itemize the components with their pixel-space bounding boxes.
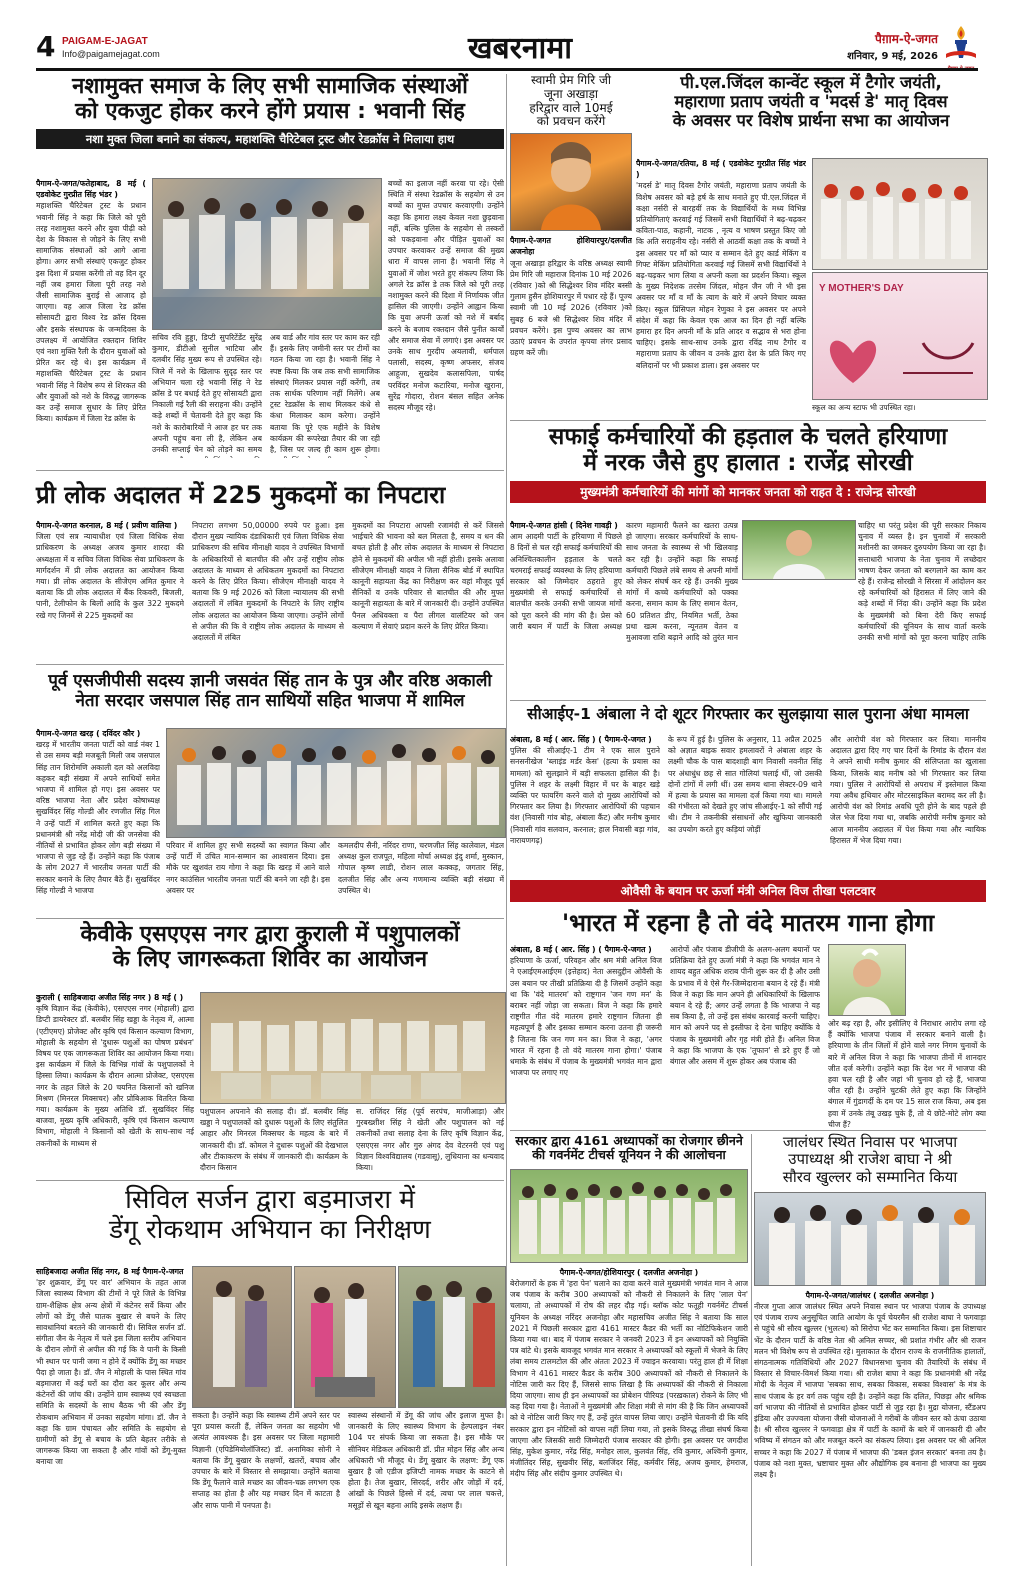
headline-line-2: नेता सरदार जसपाल सिंह तान साथियों सहित भाजपा में शामिल bbox=[75, 690, 465, 711]
headline-line-1: जालंधर स्थित निवास पर भाजपा bbox=[782, 1133, 958, 1151]
divider-vertical-main bbox=[506, 74, 507, 1566]
body-col-1: जिला एवं सत्र न्यायाधीश एवं जिला विधिक सेवा प्राधिकरण के अध्यक्ष अजय कुमार शारदा की अध्यक्षता में व सचिव जिला विधिक सेवा प्राधिकरण के मार्गदर्शन में प्री लोक अदालत का आयोजन किया गया। प्री लोक अदालत के सीजेएम अमित कुमार ने बताया कि प्री लोक अदालत में बैंक रिकवरी, बिजली, पानी, टेलीफोन के बिलों आदि के कुल 322 मुकदमे रखे गए जिनमें से 225 मुकदमों का bbox=[36, 532, 184, 620]
photo-kvk-camp bbox=[200, 992, 506, 1104]
body-col-2: आरोपों और पंजाब डीजीपी के अलग-अलग बयानों पर प्रतिक्रिया देते हुए ऊर्जा मंत्री ने कहा कि भगवंत मान ने शायद बहुत अधिक शराब पीनी शुरू कर दी है और उसी के प्रभाव में वे ऐसे गैर-जिम्मेदाराना बयान दे रहे हैं। मंत्री विज ने कहा कि मान अपने ही अधिकारियों के खिलाफ बयान दे रहे हैं; अगर उन्हें लगता है कि भाजपा ने यह सब किया है, तो उन्हें इस संबंध कारवाई करनी चाहिए। मान को अपने पद से इस्तीफा दे देना चाहिए क्योंकि वे पंजाब के मुख्यमंत्री और गृह मंत्री होते हैं। अनिल विज ने कहा कि भाजपा के एक 'तूफान' से डरे हुए हैं जो बंगाल और असम में शुरू होकर अब पंजाब की bbox=[670, 945, 820, 1067]
promo-line-4: को प्रवचन करेंगे bbox=[536, 114, 606, 129]
article-cia-ambala bbox=[510, 706, 986, 876]
photo-mothers-day-card bbox=[812, 272, 988, 400]
article-lok-adalat bbox=[36, 482, 504, 652]
dateline: पैगाम-ऐ-जगत होशियारपुर/दलजीत अजनोहा bbox=[510, 236, 632, 257]
article-swami-prem-giri bbox=[510, 74, 632, 464]
dateline: पैगाम-ऐ-जगत हांसी ( दिनेश गावड़ी ) bbox=[510, 521, 618, 530]
body: बेरोजगारों के हक में 'हरा पेन' चलाने का दावा करने वाले मुख्यमंत्री भगवंत मान ने आज जब पंजाब के करीब 300 अध्यापकों को नौकरी से निकालने के लिए 'लाल पेन' चलाया, तो अध्यापकों में रोष की लहर दौड़ गई। ब्लॉक कोट फतूही गवर्नमेंट टीचर्स यूनियन के अध्यक्ष नरिंदर अजनोहा और महासचिव अजीत सिंह ने बताया कि साल 2021 में पिछली सरकार द्वारा 4161 मास्टर कैडर की भर्ती का नोटिफिकेशन जारी किया गया था। बाद में पंजाब सरकार ने जनवरी 2023 में इन अध्यापकों को नियुक्ति पत्र बांटे थे। इसके बावजूद भगवंत मान सरकार ने अध्यापकों को स्कूलों में भेजने के लिए लंबा समय टालमटोल की और अंततः 2023 में ज्वाइन करवाया। परंतु हाल ही में शिक्षा विभाग ने 4161 मास्टर कैडर के करीब 300 अध्यापकों को नौकरी से निकालने के नोटिस जारी कर दिए हैं, जिससे साफ लिखा है कि अध्यापकों की नौकरी से निकाला दिया जाएगा। साथ ही इन अध्यापकों का प्रोबेशन पीरियड (परख़काल) रोकने के लिए भी कह दिया गया है। नेताओं ने मुख्यमंत्री और शिक्षा मंत्री से मांग की है कि जिन अध्यापकों को ये नोटिस जारी किए गए हैं, उन्हें तुरंत वापस लिया जाए। उन्होंने चेतावनी दी कि यदि सरकार द्वारा इन नोटिसों को वापस नहीं लिया गया, तो इसके विरुद्ध तीखा संघर्ष किया जाएगा और जिसकी सारी जिम्मेदारी पंजाब सरकार की होगी। इस अवसर पर जगदीश सिंह, मुकेश कुमार, नरेंद्र सिंह, मनोहर लाल, कुलवंत सिंह, रवि कुमार, अश्विनी कुमार, मंजीतिंदर सिंह, सुखवीर सिंह, बलजिंदर सिंह, कर्मवीर सिंह, अजय कुमार, हेमराज, मंदीप सिंह और संदीप कुमार उपस्थित थे। bbox=[510, 1278, 748, 1479]
article-anil-vij bbox=[510, 880, 986, 1130]
body-col-3: मुकदमों का निपटारा आपसी रजामंदी से करें जिससे भाईचारे की भावना को बल मिलता है, समय व धन की बचत होती है और लोक अदालत के माध्यम से निपटारा होने से मुकदमों की अपील भी नहीं होती। इसके अलावा सीजेएम मीनाक्षी यादव ने जिला सैनिक बोर्ड में स्थापित कानूनी सहायता केंद्र का निरीक्षण कर वहां मौजूद पूर्व सैनिकों व उनके परिवार से बातचीत की और मुफ्त कानूनी सहायता के बारे में जानकारी दी। उन्होंने उपस्थित पैनल अधिवक्ता व पैरा लीगल वालंटियर को जन कल्याण में सेवाएं प्रदान करने के लिए प्रेरित किया। bbox=[352, 521, 504, 631]
section-title: खबरनामा bbox=[467, 31, 573, 66]
headline-line-3: के अवसर पर विशेष प्रार्थना सभा का आयोजन bbox=[672, 110, 950, 130]
photo-bjp-joining bbox=[166, 728, 506, 838]
body-col-2: सचिव रवि हुड्डा, डिप्टी सुपरिटेंडेंट सुरेंद्र कुमार, डीटीओ सुनील भाटिया और दलबीर सिंह मुख्य रूप से उपस्थित रहे। जिले में नशे के खिलाफ सुदृढ़ स्तर पर अभियान चला रहे भवानी सिंह ने रेड क्रॉस डे पर बधाई देते हुए सोसायटी द्वारा निकाली गई रैली की सराहना की। उन्होंने कड़े शब्दों में चेतावनी देते हुए कहा कि नशे के कारोबारियों ने आज हर घर तक अपनी पहुंच बना ली है, लेकिन अब उनकी सप्लाई चेन को तोड़ने का समय bbox=[152, 333, 262, 455]
body-col-1: कृषि विज्ञान केंद्र (केवीके), एसएएस नगर (मोहाली) द्वारा डिप्टी डायरेक्टर डॉ. बलबीर सिंह खड्डा के नेतृत्व में, आत्मा (एटीएमए) प्रोजेक्ट और कृषि एवं किसान कल्याण विभाग, मोहाली के सहयोग से 'दुधारू पशुओं का पोषण प्रबंधन' विषय पर एक जागरूकता शिविर का आयोजन किया गया। इस कार्यक्रम में जिले के विभिन्न गांवों के पशुपालकों ने हिस्सा लिया। कार्यक्रम के दौरान आत्मा प्रोजेक्ट, एसएएस नगर के तहत जिले के 20 चयनित किसानों को खनिज मिश्रण (मिनरल मिक्सचर) और प्रोबिआक वितरित किया गया। कार्यक्रम के मुख्य अतिथि डॉ. सुखविंदर सिंह बाजवा, मुख्य कृषि अधिकारी, कृषि एवं किसान कल्याण विभाग, मोहाली ने किसानों को खेती के साथ-साथ नई तकनीकों के माध्यम से bbox=[36, 1004, 194, 1148]
body-col-2: सकता है। उन्होंने कहा कि स्वास्थ्य टीमें अपने स्तर पर पूरा प्रयास करती हैं, लेकिन जनता का सहयोग भी अत्यंत आवश्यक है। इस अवसर पर जिला महामारी विज्ञानी (एपिडेमियोलॉजिस्ट) डॉ. अनामिका सोनी ने बताया कि डेंगू बुखार के लक्षणों, खतरों, बचाव और उपचार के बारे में विस्तार से समझाया। उन्होंने बताया कि डेंगू फैलाने वाले मच्छर का जीवन-चक्र लगभग एक सप्ताह का होता है और यह मच्छर दिन में काटता है और साफ पानी में पनपता है। bbox=[192, 1411, 340, 1510]
subheadline: नशा मुक्त जिला बनाने का संकल्प, महाशक्ति चैरिटेबल ट्रस्ट और रेडक्रॉस ने मिलाया हाथ bbox=[36, 129, 504, 149]
body-col-2: पशुपालन अपनाने की सलाह दी। डॉ. बलबीर सिंह खड्डा ने पशुपालकों को दुधारू पशुओं के लिए संतुलित आहार और मिनरल मिक्सचर के महत्व के बारे में जानकारी दी। डॉ. कोमल ने दुधारू पशुओं की देखभाल और टीकाकरण के संबंध में जानकारी दी। कार्यक्रम के दौरान किसान bbox=[200, 1107, 348, 1173]
body-col-3: और आरोपी वंश को गिरफ्तार कर लिया। माननीय अदालत द्वारा दिए गए चार दिनों के रिमांड के दौरान वंश ने अपने साथी मनीष कुमार की संलिप्तता का खुलासा किया, जिसके बाद मनीष को भी गिरफ्तार कर लिया गया। पुलिस ने आरोपियों से अपराध में इस्तेमाल किया गया अवैध हथियार और मोटरसाइकिल बरामद कर ली है। आरोपी वंश को रिमांड अवधि पूरी होने के बाद पहले ही जेल भेज दिया गया था, जबकि आरोपी मनीष कुमार को आज माननीय अदालत में पेश किया गया और न्यायिक हिरासत में भेज दिया गया। bbox=[830, 735, 986, 845]
divider-3 bbox=[36, 918, 504, 919]
headline-line-3: सौरव खुल्लर को सम्मानित किया bbox=[782, 1167, 958, 1186]
headline-line-1: पूर्व एसजीपीसी सदस्य ज्ञानी जसवंत सिंह तान के पुत्र और वरिष्ठ अकाली bbox=[48, 671, 492, 691]
subheadline: ओवैसी के बयान पर ऊर्जा मंत्री अनिल विज तीखा पलटवार bbox=[510, 880, 986, 902]
photo-dengue-1 bbox=[192, 1266, 292, 1408]
body-col-1: महाशक्ति चैरिटेबल ट्रस्ट के प्रधान भवानी सिंह ने कहा कि जिले को पूरी तरह नशामुक्त करने और युवा पीढ़ी को देश के विकास से जोड़ने के लिए सभी सामाजिक संस्थाओं को आगे आना होगा। अगर सभी संस्थाएं एकजुट होकर इस दिशा में प्रयास करेंगी तो वह दिन दूर नहीं जब हमारा जिला पूरी तरह नशे जैसी सामाजिक बुराई से आजाद हो जाएगा। वह आज जिला रेड क्रॉस सोसायटी द्वारा विश्व रेड क्रॉस दिवस और इसके संस्थापक के जन्मदिवस के उपलक्ष्य में आयोजित रक्तदान शिविर एवं नशा मुक्ति रैली के दौरान युवाओं को प्रेरित कर रहे थे। इस कार्यक्रम में महाशक्ति चैरिटेबल ट्रस्ट के प्रधान भवानी सिंह ने विशेष रूप से शिरकत की और युवाओं को नशे के विरुद्ध जागरूक कर उन्हें समाज सुधार के लिए प्रेरित किया। कार्यक्रम में जिला रेड क्रॉस के bbox=[36, 201, 146, 424]
headline-line-2: में नरक जैसे हुए हालात : राजेंद्र सोरखी bbox=[583, 450, 913, 477]
torch-icon bbox=[944, 24, 978, 66]
paper-name: PAIGAM-E-JAGAT bbox=[62, 36, 148, 47]
headline-line-1: सिविल सर्जन द्वारा बड़माजरा में bbox=[125, 1185, 415, 1215]
headline-line-1: पी.एल.जिंदल कान्वेंट स्कूल में टैगोर जयंती, bbox=[680, 73, 942, 92]
body-col-2: परिवार में शामिल हुए सभी सदस्यों का स्वागत किया और उन्हें पार्टी में उचित मान-सम्मान का आश्वासन दिया। इस मौके पर खुशवंत राय गोगा ने कहा कि खरड़ में आने वाले नगर काउंसिल भारतीय जनता पार्टी की बनने जा रही है। इस अवसर पर bbox=[166, 841, 330, 895]
article-teachers-union bbox=[510, 1134, 748, 1566]
promo-line-3: हरिद्वार वाले 10मई bbox=[529, 100, 613, 115]
article-kvk-kurali bbox=[36, 922, 504, 1174]
body-col-3: स. राजिंदर सिंह (पूर्व सरपंच, माजीआड़ा) और गुरबख्शीश सिंह ने खेती और पशुपालन को नई तकनीकों तथा सलाह देना के लिए कृषि विज्ञान केंद्र, एसएएस नगर और गुरु अंगद देव वेटरनरी एवं पशु विज्ञान विश्वविद्यालय (गडवासू), लुधियाना का धन्यवाद किया। bbox=[356, 1107, 504, 1173]
headline-line-2: उपाध्यक्ष श्री राजेश बाघा ने श्री bbox=[788, 1150, 952, 1169]
photo-dengue-3 bbox=[398, 1266, 506, 1408]
headline-line-2: को एकजुट होकर करने होंगे प्रयास : भवानी सिंह bbox=[75, 99, 465, 125]
headline-line-1: नशामुक्त समाज के लिए सभी सामाजिक संस्थाओं bbox=[72, 74, 468, 99]
headline: प्री लोक अदालत में 225 मुकदमों का निपटारा bbox=[36, 481, 446, 509]
body: जूना अखाड़ा हरिद्वार के वरिष्ठ अध्यक्ष स्वामी प्रेम गिरि जी महाराज दिनांक 10 मई 2026 (रविवार )को श्री सिद्धेश्वर शिव मंदिर बस्सी गुलाम हुसैन होशियारपुर में पधार रहे हैं। पूज्य स्वामी जी 10 मई 2026 (रविवार )को सुबह 6 बजे श्री सिद्धेश्वर शिव मंदिर में प्रवचन करेंगे। इस पुण्य अवसर का लाभ उठाएं प्रवचन के उपरांत कृपया लंगर प्रसाद ग्रहण करें जी। bbox=[510, 258, 632, 358]
article-safai-karmchari bbox=[510, 424, 986, 642]
dateline: कुराली ( साहिबजादा अजीत सिंह नगर ) 8 मई ( ) bbox=[36, 993, 184, 1002]
dateline: साहिबजादा अजीत सिंह नगर, 8 मई पैगाम-ऐ-जगत bbox=[36, 1267, 184, 1276]
photo-anil-vij bbox=[828, 944, 906, 1016]
article-dengue-campaign bbox=[36, 1186, 504, 1566]
headline-line-2: डेंगू रोकथाम अभियान का निरीक्षण bbox=[109, 1214, 431, 1245]
article-rajesh-bagha bbox=[754, 1134, 986, 1566]
divider-5 bbox=[510, 420, 986, 421]
divider-7 bbox=[510, 1130, 986, 1131]
dateline: अंबाला, 8 मई ( आर. सिंह ) ( पैगाम-ऐ-जगत ) bbox=[510, 945, 652, 954]
page-number: 4 bbox=[36, 30, 56, 63]
masthead-rule bbox=[36, 68, 978, 71]
card-text: Y MOTHER'S DAY bbox=[819, 283, 904, 294]
divider-1 bbox=[36, 470, 504, 471]
photo-swami bbox=[510, 133, 632, 231]
body-col-1: हरियाणा के ऊर्जा, परिवहन और श्रम मंत्री अनिल विज ने एआईएमआईएम (इत्तेहाद) नेता असदुद्दीन ओवैसी के उस बयान पर तीखी प्रतिक्रिया दी है जिसमें उन्होंने कहा था कि 'वंदे मातरम' को राष्ट्रगान 'जन गण मन' के बराबर नहीं जोड़ा जा सकता। विज ने कहा कि हमारे राष्ट्रगीत गीत वंदे मातरम हमारे राष्ट्रगान जितना ही महत्वपूर्ण है और इसका सम्मान करना उतना ही जरूरी है जितना कि जन गण मन का। विज ने कहा, 'अगर भारत में रहना है तो वंदे मातरम गाना होगा।' पंजाब धमाके के संबंध में पंजाब के मुख्यमंत्री भगवंत मान द्वारा भाजपा पर लगाए गए bbox=[510, 956, 662, 1078]
photo-rajender-sorkhi bbox=[742, 520, 856, 580]
article-nasha-mukt bbox=[36, 74, 504, 460]
headline-line-2: महाराणा प्रताप जयंती व 'मदर्स डे' मातृ दिवस bbox=[674, 91, 948, 111]
photo-blood-donation bbox=[152, 178, 382, 330]
body-col-1: खरड़ में भारतीय जनता पार्टी को वार्ड नंबर 1 से उस समय बड़ी मजबूती मिली जब जसपाल सिंह तान शिरोमणि अकाली दल को अलविदा कहकर बड़ी संख्या में अपने साथियों समेत भाजपा में शामिल हो गए। इस अवसर पर वरिष्ठ भाजपा नेता और प्रदेश कोषाध्यक्ष सुखविंदर सिंह गोल्डी और रणजीत सिंह गिल ने उन्हें पार्टी में शामिल करते हुए कहा कि प्रधानमंत्री श्री नरेंद्र मोदी जी की जनसेवा की नीतियों से प्रभावित होकर लोग बड़ी संख्या में भाजपा से जुड़ रहे हैं। उन्होंने कहा कि पंजाब के लोग 2027 में भारतीय जनता पार्टी की सरकार बनाने के लिए तैयार बैठे हैं। सुखविंदर सिंह गोल्डी ने भाजपा bbox=[36, 740, 160, 895]
headline-line-1: केवीके एसएएस नगर द्वारा कुराली में पशुपालकों bbox=[80, 922, 460, 947]
body-col-2: कारण महामारी फैलने का खतरा उत्पन्न हो जाएगा। सरकार कर्मचारियों के साथ-साथ जनता के स्वास्थ्य से भी खिलवाड़ कर रही है। उन्होंने कहा कि सफाई कर्मचारी पिछले लंबे समय से अपनी मांगों को लेकर संघर्ष कर रहे हैं। उनकी मुख्य मांगों में कच्चे कर्मचारियों को पक्का करना, समान काम के लिए समान वेतन, 60 प्रतिशत डीए, नियमित भर्ती, ठेका प्रथा खत्म करना, न्यूनतम वेतन व मुआवजा राशि बढ़ाने आदि को तुरंत मान bbox=[626, 521, 738, 642]
headline-line-1: सरकार द्वारा 4161 अध्यापकों का रोजगार छीनने bbox=[515, 1133, 743, 1148]
promo-line-1: स्वामी प्रेम गिरि जी bbox=[530, 73, 612, 87]
body-col-2b bbox=[742, 582, 854, 642]
divider-4 bbox=[36, 1180, 504, 1181]
dateline: पैगाम-ऐ-जगत/फतेहाबाद, 8 मई ( एडवोकेट गुरप्रीत सिंह भंडर ) bbox=[36, 179, 146, 200]
divider-6 bbox=[510, 700, 986, 701]
dateline: पैगाम-ऐ-जगत/जालंधर ( दलजीत अजनोहा ) bbox=[805, 1290, 935, 1300]
email[interactable]: Info@paigamejagat.com bbox=[62, 49, 160, 59]
photo-caption: स्कूल का अन्य स्टाफ भी उपस्थित रहा। bbox=[812, 403, 916, 412]
headline-line-2: के लिए जागरूकता शिविर का आयोजन bbox=[112, 947, 428, 973]
divider-2 bbox=[36, 664, 504, 665]
headline-line-1: सफाई कर्मचारियों की हड़ताल के चलते हरियाणा bbox=[548, 424, 948, 450]
headline: सीआईए-1 अंबाला ने दो शूटर गिरफ्तार कर सुलझाया साल पुराना अंधा मामला bbox=[527, 705, 969, 723]
body-col-1: आम आदमी पार्टी के हरियाणा में पिछले 8 दिनों से चल रही सफाई कर्मचारियों की अनिश्चितकालीन हड़ताल के चलते चरमराई सफाई व्यवस्था के लिए हरियाणा सरकार को जिम्मेदार ठहराते हुए मुख्यमंत्री से सफाई कर्मचारियों से बातचीत करके उनकी सभी जायज मांगों को पूरा करने की मांग की है। प्रेस को जारी बयान में पार्टी के जिला अध्यक्ष bbox=[510, 532, 622, 631]
body-col-3: चाहिए था परंतु प्रदेश की पूरी सरकार निकाय चुनाव में व्यस्त है। इन चुनावों में सरकारी मशीनरी का जमकर दुरुपयोग किया जा रहा है। सत्ताधारी भाजपा के नेता चुनाव में लच्छेदार भाषण देकर जनता को बरगलाने का काम कर रहे हैं। राजेन्द्र सोरखी ने सिरसा में आंदोलन कर रहे कर्मचारियों को हिरासत में लिए जाने की कड़े शब्दों में निंदा की। उन्होंने कहा कि प्रदेश के मुख्यमंत्री को बिना देरी किए सफाई कर्मचारियों की यूनियन के साथ वार्ता करके उनकी सभी मांगों को पूरा करना चाहिए ताकि bbox=[858, 521, 986, 642]
photo-school-students bbox=[812, 158, 988, 270]
article-pl-jindal bbox=[636, 74, 986, 420]
headline: 'भारत में रहना है तो वंदे मातरम गाना होगा bbox=[561, 909, 935, 937]
headline-line-2: की गवर्नमेंट टीचर्स यूनियन ने की आलोचना bbox=[532, 1147, 726, 1163]
issue-date: शनिवार, 9 मई, 2026 bbox=[847, 51, 938, 62]
body-col-3: स्वास्थ्य संस्थानों में डेंगू की जांच और इलाज मुफ्त है। जानकारी के लिए स्वास्थ्य विभाग के हेल्पलाइन नंबर 104 पर संपर्क किया जा सकता है। इस मौके पर सीनियर मेडिकल अधिकारी डॉ. प्रीत मोहन सिंह और अन्य अधिकारी भी मौजूद थे। डेंगू बुखार के लक्षण: डेंगू एक बुखार है जो एडीज इजिप्टी नामक मच्छर के काटने से होता है। तेज बुखार, सिरदर्द, शरीर और जोड़ों में दर्द, आंखों के पिछले हिस्से में दर्द, त्वचा पर लाल चकत्ते, मसूड़ों से खून बहना आदि इसके लक्षण हैं। bbox=[348, 1411, 504, 1510]
divider-vertical-bottom bbox=[751, 1134, 752, 1566]
body-col-2: के रूप में हुई है। पुलिस के अनुसार, 11 अप्रैल 2025 को अज्ञात बाइक सवार हमलावरों ने अंबाला शहर के लक्ष्मी चौक के पास बादशाही बाग निवासी नवनीत सिंह पर अंधाधुंध छह से सात गोलियां चलाई थीं, जो उसकी दोनों टांगों में लगी थीं। उस समय थाना सेक्टर-09 थाने में हत्या के प्रयास का मामला दर्ज किया गया था। मामले की गंभीरता को देखते हुए जांच सीआईए-1 को सौंपी गई थी। टीम ने तकनीकी संसाधनों और खुफिया जानकारी का उपयोग करते हुए कड़ियां जोड़ीं bbox=[668, 735, 822, 834]
body-col-2: निपटारा लगभग 50,00000 रुपये पर हुआ। इस दौरान मुख्य न्यायिक दंडाधिकारी एवं जिला विधिक सेवा प्राधिकरण की सचिव मीनाक्षी यादव ने उपस्थित विभागों के अधिकारियों से बातचीत की और उन्हें राष्ट्रीय लोक अदालत के माध्यम से अधिकतम मुकदमों का निपटारा करने के लिए प्रेरित किया। सीजेएम मीनाक्षी यादव ने बताया कि 9 मई 2026 को जिला न्यायालय की सभी अदालतों में लंबित मुकदमों के निपटारे के लिए राष्ट्रीय लोक अदालत का आयोजन किया जाएगा। उन्होंने लोगों से अपील की कि वे राष्ट्रीय लोक अदालत के माध्यम से अदालतों में लंबित bbox=[192, 521, 344, 643]
body-col-4: बच्चों का इलाज नहीं करवा पा रहे। ऐसी स्थिति में संस्था रेडक्रॉस के सहयोग से उन बच्चों का मुफ्त उपचार करवाएगी। उन्होंने कहा कि हमारा लक्ष्य केवल नशा छुड़वाना नहीं, बल्कि पुलिस के सहयोग से तस्करों को पकड़वाना और पीड़ित युवाओं का उपचार करवाकर उन्हें समाज की मुख्य धारा में वापस लाना है। भवानी सिंह ने युवाओं में जोश भरते हुए संकल्प लिया कि अगले रेड क्रॉस डे तक जिले को पूरी तरह नशामुक्त करने की दिशा में निर्णायक जीत हासिल की जाएगी। उन्होंने आह्वान किया कि युवा अपनी ऊर्जा को नशे में बर्बाद करने के बजाय रक्तदान जैसे पुनीत कार्यों और समाज सेवा में लगाएं। इस अवसर पर उनके साथ गुरदीप अयलावी, धर्मपाल पलासी, सदस्य, कृष्ण अफसर, संजय आहूजा, सुखदेव कलासपिला, पार्षद परविंदर मनोज कटारिया, मनोज खुराना, सुरेंद्र गोदारा, रोशन बंसल सहित अनेक सदस्य मौजूद रहे। bbox=[388, 179, 504, 413]
body-col-1: 'हर शुक्रवार, डेंगू पर वार' अभियान के तहत आज जिला स्वास्थ्य विभाग की टीमों ने पूरे जिले के विभिन्न ग्राम-शैक्षिक क्षेत्र अन्य क्षेत्रों में कंटेनर सर्वे किया और लोगों को डेंगू जैसे घातक बुखार से बचने के लिए सावधानियां बरतने की जानकारी दी। सिविल सर्जन डॉ. संगीता जैन के नेतृत्व में चले इस जिला स्तरीय अभियान के दौरान लोगों से अपील की गई कि वे पानी के किसी भी स्थान पर पानी जमा न होने दें क्योंकि डेंगू का मच्छर पैदा हो जाता है। डॉ. जैन ने मोहाली के पास स्थित गांव बड़माजरा में कई घरों का दौरा कर कूलर और अन्य कंटेनरों की जांच की। उन्होंने ग्राम स्वास्थ्य एवं स्वच्छता समिति के सदस्यों के साथ बैठक भी की और डेंगू रोकथाम अभियान में उनका सहयोग मांगा। डॉ. जैन ने कहा कि ग्राम पंचायत और समिति के सहयोग से ग्रामीणों को डेंगू से बचाव के प्रति बेहतर तरीके से जागरूक किया जा सकता है और गांवों को डेंगू-मुक्त बनाया जा bbox=[36, 1278, 186, 1467]
photo-dengue-2 bbox=[294, 1266, 396, 1408]
photo-teachers-group bbox=[510, 1169, 748, 1263]
brand-name: पैग़ाम-ऐ-जगत bbox=[875, 32, 938, 46]
body-col-3: ओर बढ़ रहा है, और इसीलिए वे निराधार आरोप लगा रहे हैं क्योंकि भाजपा पंजाब में सरकार बनाने वाली है। हरियाणा के तीन जिलों में होने वाले नगर निगम चुनावों के बारे में अनिल विज ने कहा कि भाजपा तीनों में शानदार जीत दर्ज करेगी। उन्होंने कहा कि देश भर में भाजपा की हवा चल रही है और जहां भी चुनाव हो रहे हैं, भाजपा जीत रही है। उन्होंने चुटकी लेते हुए कहा कि जिन्होंने बंगाल में गुंडागर्दी के दम पर 15 साल राज किया, अब इस हवा में उनके तंबू उखड़ चुके हैं, तो ये छोटे-मोटे लोग क्या चीज हैं? bbox=[828, 1019, 986, 1128]
subheadline: मुख्यमंत्री कर्मचारियों की मांगों को मानकर जनता को राहत दे : राजेन्द्र सोरखी bbox=[510, 481, 986, 503]
masthead bbox=[0, 0, 1024, 70]
dateline: पैगाम-ऐ-जगत/होशियारपुर ( दलजीत अजनोहा ) bbox=[559, 1267, 699, 1277]
dateline: पैगाम-ऐ-जगत/रतिया, 8 मई ( एडवोकेट गुरप्रीत सिंह भंडर ) bbox=[636, 159, 806, 180]
photo-felicitation bbox=[754, 1192, 986, 1286]
body: 'मदर्स डे' मातृ दिवस टैगोर जयंती, महाराणा प्रताप जयंती के विशेष अवसर को बड़े हर्ष के साथ मनाते हुए पी.एल.जिंदल में कक्षा नर्सरी से बारहवीं तक के विद्यार्थियों के मध्य विभिन्न प्रतियोगिताएं करवाई गई जिसमें सभी विद्यार्थियों ने बढ़-चढ़कर कविता-पाठ, कहानी, नाटक , नृत्य व भाषण प्रस्तुत किए जो कि अति सराहनीय रहे। नर्सरी से आठवीं कक्षा तक के बच्चों ने इस अवसर पर माँ को प्यार व सम्मान देते हुए कार्ड मेकिंग व गिफ्ट मेकिंग प्रतियोगिता करवाई गई जिसमें सभी विद्यार्थियों ने बढ़-चढ़कर भाग लिया व अपनी कला का प्रदर्शन किया। स्कूल के मुख्य निदेशक तरसेम जिंदल, मोहन जैन जी ने भी इस अवसर पर माँ व माँ के त्याग के बारे में अपने विचार व्यक्त किए। स्कूल प्रिंसिपल मोहन रेणुका ने इस अवसर पर अपने संदेश में कहा कि केवल एक आज का दिन ही नहीं बल्कि हमारा हर दिन अपनी माँ के प्रति आदर व सद्भाव से भरा होना चाहिए। इसके साथ-साथ उनके द्वारा रविंद्र नाथ टैगोर व महाराणा प्रताप के जीवन व उनके द्वारा देश के प्रति किए गए बलिदानों पर भी प्रकाश डाला। इस अवसर पर bbox=[636, 181, 806, 370]
body: नीरज गुप्ता आज जालंधर स्थित अपने निवास स्थान पर भाजपा पंजाब के उपाध्यक्ष एवं पंजाब राज्य अनुसूचित जाति आयोग के पूर्व चेयरमैन श्री राजेश बाघा ने फगवाड़ा से पहुंचे श्री सौरव खुल्लर (भुलत्थ) को सिरोपा भेंट कर सम्मानित किया। इस शिष्टाचार भेंट के दौरान पार्टी के वरिष्ठ नेता श्री अनिल सच्चर, श्री प्रशांत गंभीर और श्री राजन मलन भी विशेष रूप से उपस्थित रहे। मुलाकात के दौरान राज्य के राजनीतिक हालातों, संगठनात्मक गतिविधियों और 2027 विधानसभा चुनाव की तैयारियों के संबंध में विस्तार से विचार-विमर्श किया गया। श्री राजेश बाघा ने कहा कि प्रधानमंत्री श्री नरेंद्र मोदी के नेतृत्व में भाजपा 'सबका साथ, सबका विकास, सबका विश्वास' के मंत्र के साथ पंजाब के हर वर्ग तक पहुंच रही है। उन्होंने कहा कि दलित, पिछड़ा और श्रमिक वर्ग भाजपा की नीतियों से प्रभावित होकर पार्टी से जुड़ रहा है। मुद्रा योजना, स्टैंडअप इंडिया और उज्ज्वला योजना जैसी योजनाओं ने गरीबों के जीवन स्तर को ऊंचा उठाया है। श्री सौरव खुल्लर ने फगवाड़ा क्षेत्र में पार्टी के कामों के बारे में जानकारी दी और भविष्य में संगठन को और मजबूत करने का संकल्प लिया। इस अवसर पर श्री अनिल सच्चर ने कहा कि 2027 में पंजाब में भाजपा की 'डबल इंजन सरकार' बनना तय है। पंजाब को नशा मुक्त, भ्रष्टाचार मुक्त और औद्योगिक हब बनाना ही भाजपा का मुख्य लक्ष्य है। bbox=[754, 1301, 986, 1479]
dateline: पैगाम-ऐ-जगत करनाल, 8 मई ( प्रवीण वालिया ) bbox=[36, 521, 178, 530]
promo-line-2: जूना अखाड़ा bbox=[543, 86, 599, 101]
body-col-1: पुलिस की सीआईए-1 टीम ने एक साल पुराने सनसनीखेज 'ब्लाइंड मर्डर केस' (हत्या के प्रयास का मामला) को सुलझाने में बड़ी सफलता हासिल की है। पुलिस ने शहर के लक्ष्मी विहार में घर के बाहर खड़े व्यक्ति पर फायरिंग करने वाले दो मुख्य आरोपियों को गिरफ्तार कर लिया है। गिरफ्तार आरोपियों की पहचान वंश (निवासी गांव बोह, अंबाला कैंट) और मनीष कुमार (निवासी गांव सलवान, करनाल; हाल निवासी बड़ा गांव, नारायणगढ़) bbox=[510, 746, 660, 845]
dateline: पैगाम-ऐ-जगत खरड़ ( दविंदर कौर ) bbox=[36, 729, 141, 738]
body-col-3: कमलदीप सैनी, नरिंदर राणा, चरणजीत सिंह कालेवाल, मंडल अध्यक्ष कुल राजपूत, महिला मोर्चा अध्यक्ष इंदु शर्मा, मुस्कान, गोपाल कृष्ण लाडी, रोशन लाल कक्कड़, जगतार सिंह, दलजीत सिंह और अन्य गणमान्य व्यक्ति बड़ी संख्या में उपस्थित थे। bbox=[338, 841, 504, 895]
article-sgpc-bjp bbox=[36, 672, 504, 918]
logo bbox=[944, 24, 978, 66]
dateline: अंबाला, 8 मई ( आर. सिंह ) ( पैगाम-ऐ-जगत ) bbox=[510, 735, 652, 744]
body-col-3: अब वार्ड और गांव स्तर पर काम कर रही हैं। इसके लिए जमीनी स्तर पर टीमों का गठन किया जा रहा है। भवानी सिंह ने स्पष्ट किया कि जब तक सभी सामाजिक संस्थाएं मिलकर प्रयास नहीं करेंगी, तब तक सार्थक परिणाम नहीं मिलेंगे। अब ट्रस्ट रेडक्रॉस के साथ मिलकर कंधे से कंधा मिलाकर काम करेगा। उन्होंने बताया कि पूरे एक महीने के विशेष कार्यक्रम की रूपरेखा तैयार की जा रही है, जिस पर जल्द ही काम शुरू होगा। bbox=[270, 333, 380, 455]
